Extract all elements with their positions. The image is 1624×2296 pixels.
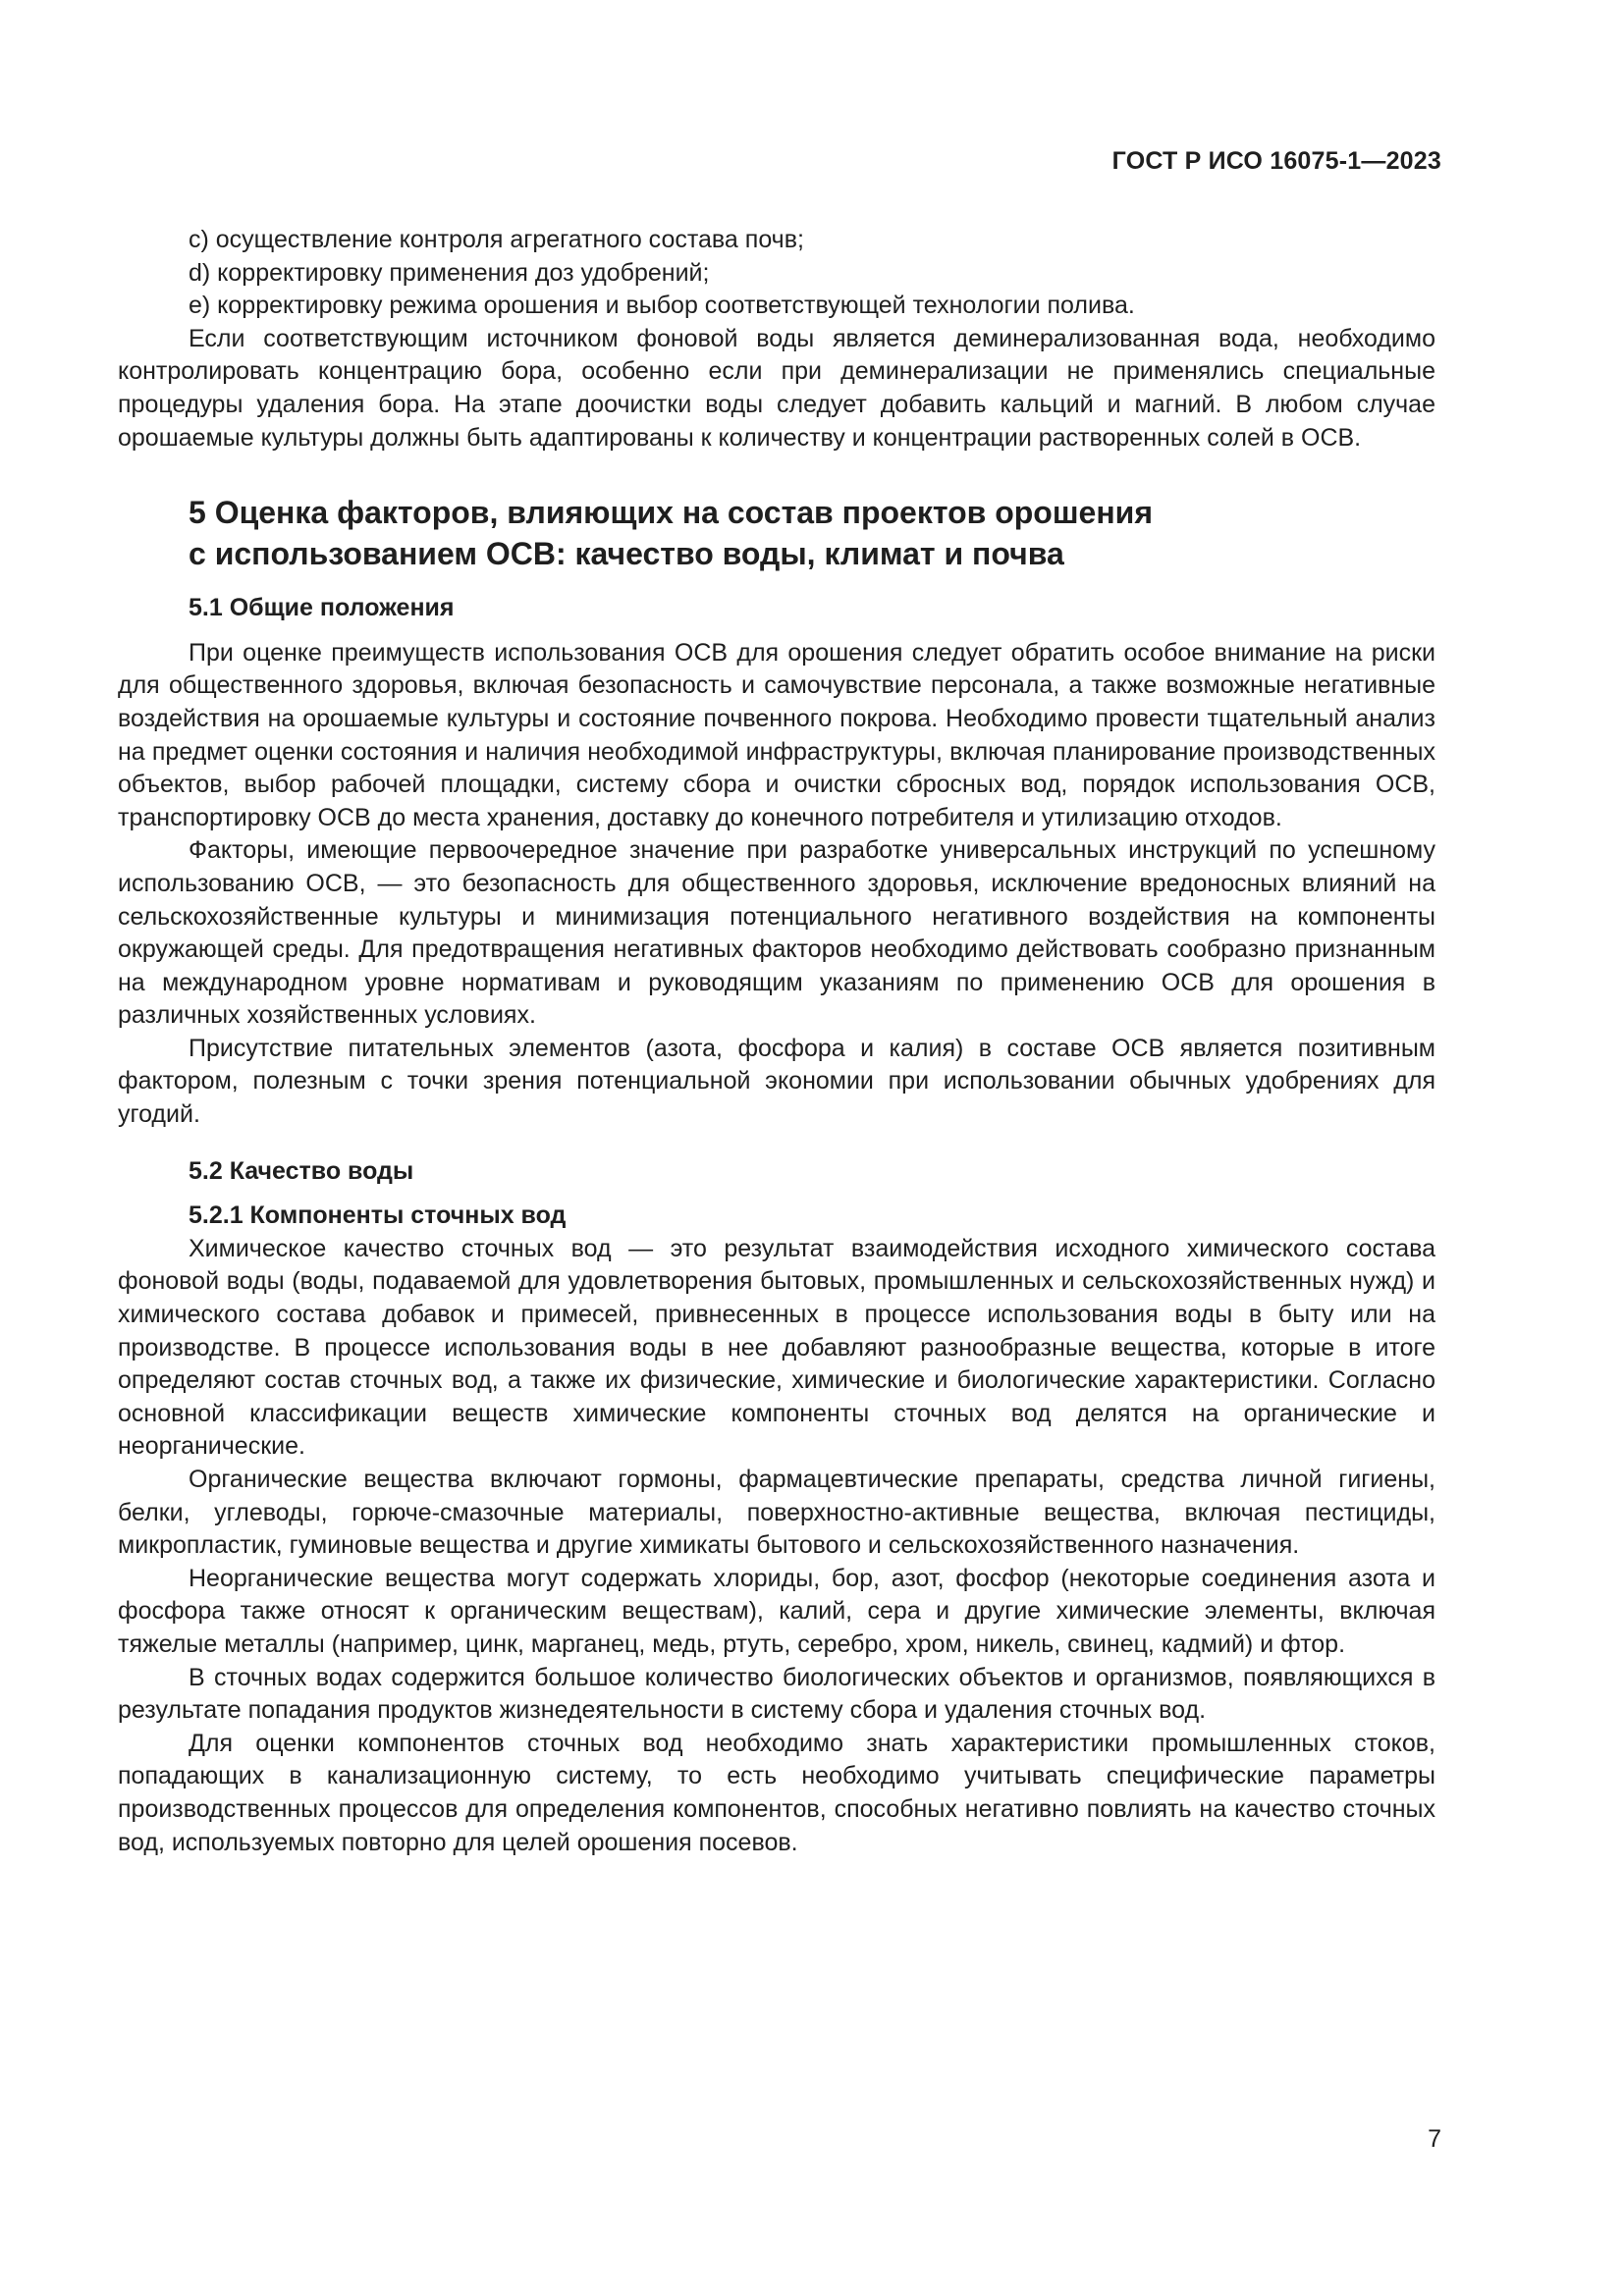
section-5-2-1-paragraph: Химическое качество сточных вод — это результат взаимодействия исходного химического состава фоновой воды (воды, подаваемой для удовлетворения бытовых, промышленных и сельскохозяйственных нужд) и химического состава добавок и примесей, привнесенных в процессе использования воды в быту или на производстве. В процессе использования воды в нее добавляют разнообразные вещества, которые в итоге определяют состав сточных вод, а также их физические, химические и биологические характеристики. Согласно основной классификации веществ химические компоненты сточных вод делятся на органические и неорганические. — [118, 1234, 1435, 1461]
intro-paragraph: Если соответствующим источником фоновой воды является деминерализованная вода, необходимо контролировать концентрацию бора, особенно если при деминерализации не применялись специальные процедуры удаления бора. На этапе доочистки воды следует добавить кальций и магний. В любом случае орошаемые культуры должны быть адаптированы к количеству и концентрации растворенных солей в ОСВ. — [118, 324, 1435, 452]
section-5-title-line1: 5 Оценка факторов, влияющих на состав проектов орошения — [189, 495, 1153, 531]
section-5-2-1-paragraph: Неорганические вещества могут содержать хлориды, бор, азот, фосфор (некоторые соединения азота и фосфора также относят к органическим веществам), калий, сера и другие химические элементы, включая тяжелые металлы (например, цинк, марганец, медь, ртуть, серебро, хром, никель, свинец, кадмий) и фтор. — [118, 1564, 1435, 1658]
document-code: ГОСТ Р ИСО 16075-1—2023 — [1111, 147, 1441, 175]
section-5-title-line2: с использованием ОСВ: качество воды, климат и почва — [189, 536, 1064, 572]
page-number: 7 — [1428, 2125, 1441, 2153]
list-item-c: c) осуществление контроля агрегатного состава почв; — [189, 226, 804, 253]
section-5-1-paragraph: При оценке преимуществ использования ОСВ для орошения следует обратить особое внимание на риски для общественного здоровья, включая безопасность и самочувствие персонала, а также возможные негативные воздействия на орошаемые культуры и состояние почвенного покрова. Необходимо провести тщательный анализ на предмет оценки состояния и наличия необходимой инфраструктуры, включая планирование производственных объектов, выбор рабочей площадки, систему сбора и очистки сбросных вод, порядок использования ОСВ, транспортировку ОСВ до места хранения, доставку до конечного потребителя и утилизацию отходов. — [118, 638, 1435, 831]
list-item-e: e) корректировку режима орошения и выбор соответствующей технологии полива. — [189, 292, 1135, 320]
list-item-d: d) корректировку применения доз удобрений; — [189, 258, 710, 287]
section-5-2-title: 5.2 Качество воды — [189, 1156, 414, 1185]
section-5-2-1-paragraph: Органические вещества включают гормоны, фармацевтические препараты, средства личной гигиены, белки, углеводы, горюче-смазочные материалы, поверхностно-активные вещества, включая пестициды, микропластик, гуминовые вещества и другие химикаты бытового и сельскохозяйственного назначения. — [118, 1466, 1435, 1560]
section-5-1-paragraph: Факторы, имеющие первоочередное значение при разработке универсальных инструкций по успешному использованию ОСВ, — это безопасность для общественного здоровья, исключение вредоносных влияний на сельскохозяйственные культуры и минимизация потенциального негативного воздействия на компоненты окружающей среды. Для предотвращения негативных факторов необходимо действовать сообразно признанным на международном уровне нормативам и руководящим указаниям по применению ОСВ для орошения в различных хозяйственных условиях. — [118, 836, 1435, 1030]
section-5-1-title: 5.1 Общие положения — [189, 594, 455, 622]
section-5-2-1-paragraph: Для оценки компонентов сточных вод необходимо знать характеристики промышленных стоков, попадающих в канализационную систему, то есть необходимо учитывать специфические параметры производственных процессов для определения компонентов, способных негативно повлиять на качество сточных вод, используемых повторно для целей орошения посевов. — [118, 1729, 1435, 1856]
section-5-title — [189, 492, 1435, 574]
section-5-2-1-title: 5.2.1 Компоненты сточных вод — [189, 1201, 567, 1230]
section-5-1-paragraph: Присутствие питательных элементов (азота, фосфора и калия) в составе ОСВ является позитивным фактором, полезным с точки зрения потенциальной экономии при использовании обычных удобрениях для угодий. — [118, 1034, 1435, 1129]
section-5-2-1-paragraph: В сточных водах содержится большое количество биологических объектов и организмов, появляющихся в результате попадания продуктов жизнедеятельности в систему сбора и удаления сточных вод. — [118, 1663, 1435, 1725]
page-content — [118, 224, 1435, 1859]
